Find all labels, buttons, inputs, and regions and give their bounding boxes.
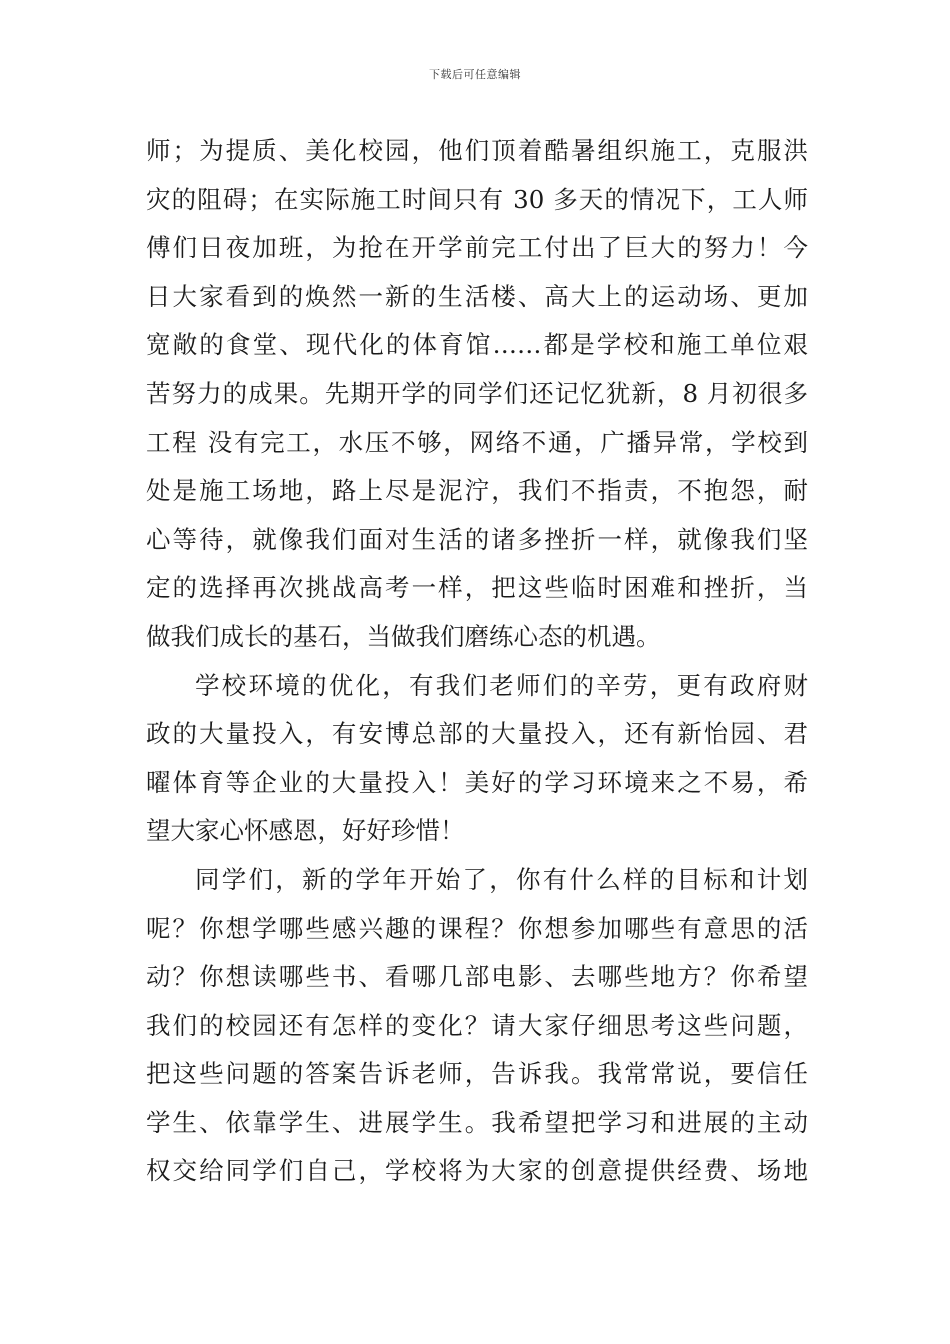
text-line: 做我们成长的基石，当做我们磨练心态的机遇。 xyxy=(146,621,661,651)
text-line: 宽敞的食堂、现代化的体育馆……都是学校和施工单位艰 xyxy=(146,330,808,360)
paragraph-1 xyxy=(146,127,808,662)
text-line: 工程 没有完工，水压不够，网络不通，广播异常，学校到 xyxy=(146,427,808,457)
text-line: 处是施工场地，路上尽是泥泞，我们不指责，不抱怨，耐 xyxy=(146,476,808,506)
text-line: 呢？你想学哪些感兴趣的课程？你想参加哪些有意思的活 xyxy=(146,913,808,943)
text-line: 权交给同学们自己，学校将为大家的创意提供经费、场地 xyxy=(146,1156,808,1186)
body-text xyxy=(146,127,808,1196)
text-line: 师；为提质、美化校园，他们顶着酷暑组织施工，克服洪 xyxy=(146,136,808,165)
text-line: 学生、依靠学生、进展学生。我希望把学习和进展的主动 xyxy=(146,1107,808,1137)
text-line: 我们的校园还有怎样的变化？请大家仔细思考这些问题， xyxy=(146,1010,808,1040)
text-line: 把这些问题的答案告诉老师，告诉我。我常常说，要信任 xyxy=(146,1059,808,1089)
paragraph-3 xyxy=(146,856,808,1196)
text-line: 学校环境的优化，有我们老师们的辛劳，更有政府财 xyxy=(195,670,808,700)
text-line: 傅们日夜加班，为抢在开学前完工付出了巨大的努力！今 xyxy=(146,233,808,263)
text-line: 日大家看到的焕然一新的生活楼、高大上的运动场、更加 xyxy=(146,281,808,311)
text-line: 定的选择再次挑战高考一样，把这些临时困难和挫折，当 xyxy=(146,573,808,603)
text-line: 望大家心怀感恩，好好珍惜！ xyxy=(146,816,465,846)
text-line: 动？你想读哪些书、看哪几部电影、去哪些地方？你希望 xyxy=(146,962,808,992)
text-line: 同学们，新的学年开始了，你有什么样的目标和计划 xyxy=(195,864,808,894)
paragraph-2 xyxy=(146,662,808,856)
page-header: 下载后可任意编辑 xyxy=(429,68,521,81)
text-line: 心等待，就像我们面对生活的诸多挫折一样，就像我们坚 xyxy=(146,524,808,554)
text-line: 政的大量投入，有安博总部的大量投入，还有新怡园、君 xyxy=(146,719,808,749)
text-line: 曜体育等企业的大量投入！美好的学习环境来之不易，希 xyxy=(146,767,808,797)
text-line: 苦努力的成果。先期开学的同学们还记忆犹新，8 月初很多 xyxy=(146,378,808,408)
text-line: 灾的阻碍；在实际施工时间只有 30 多天的情况下，工人师 xyxy=(146,184,808,214)
